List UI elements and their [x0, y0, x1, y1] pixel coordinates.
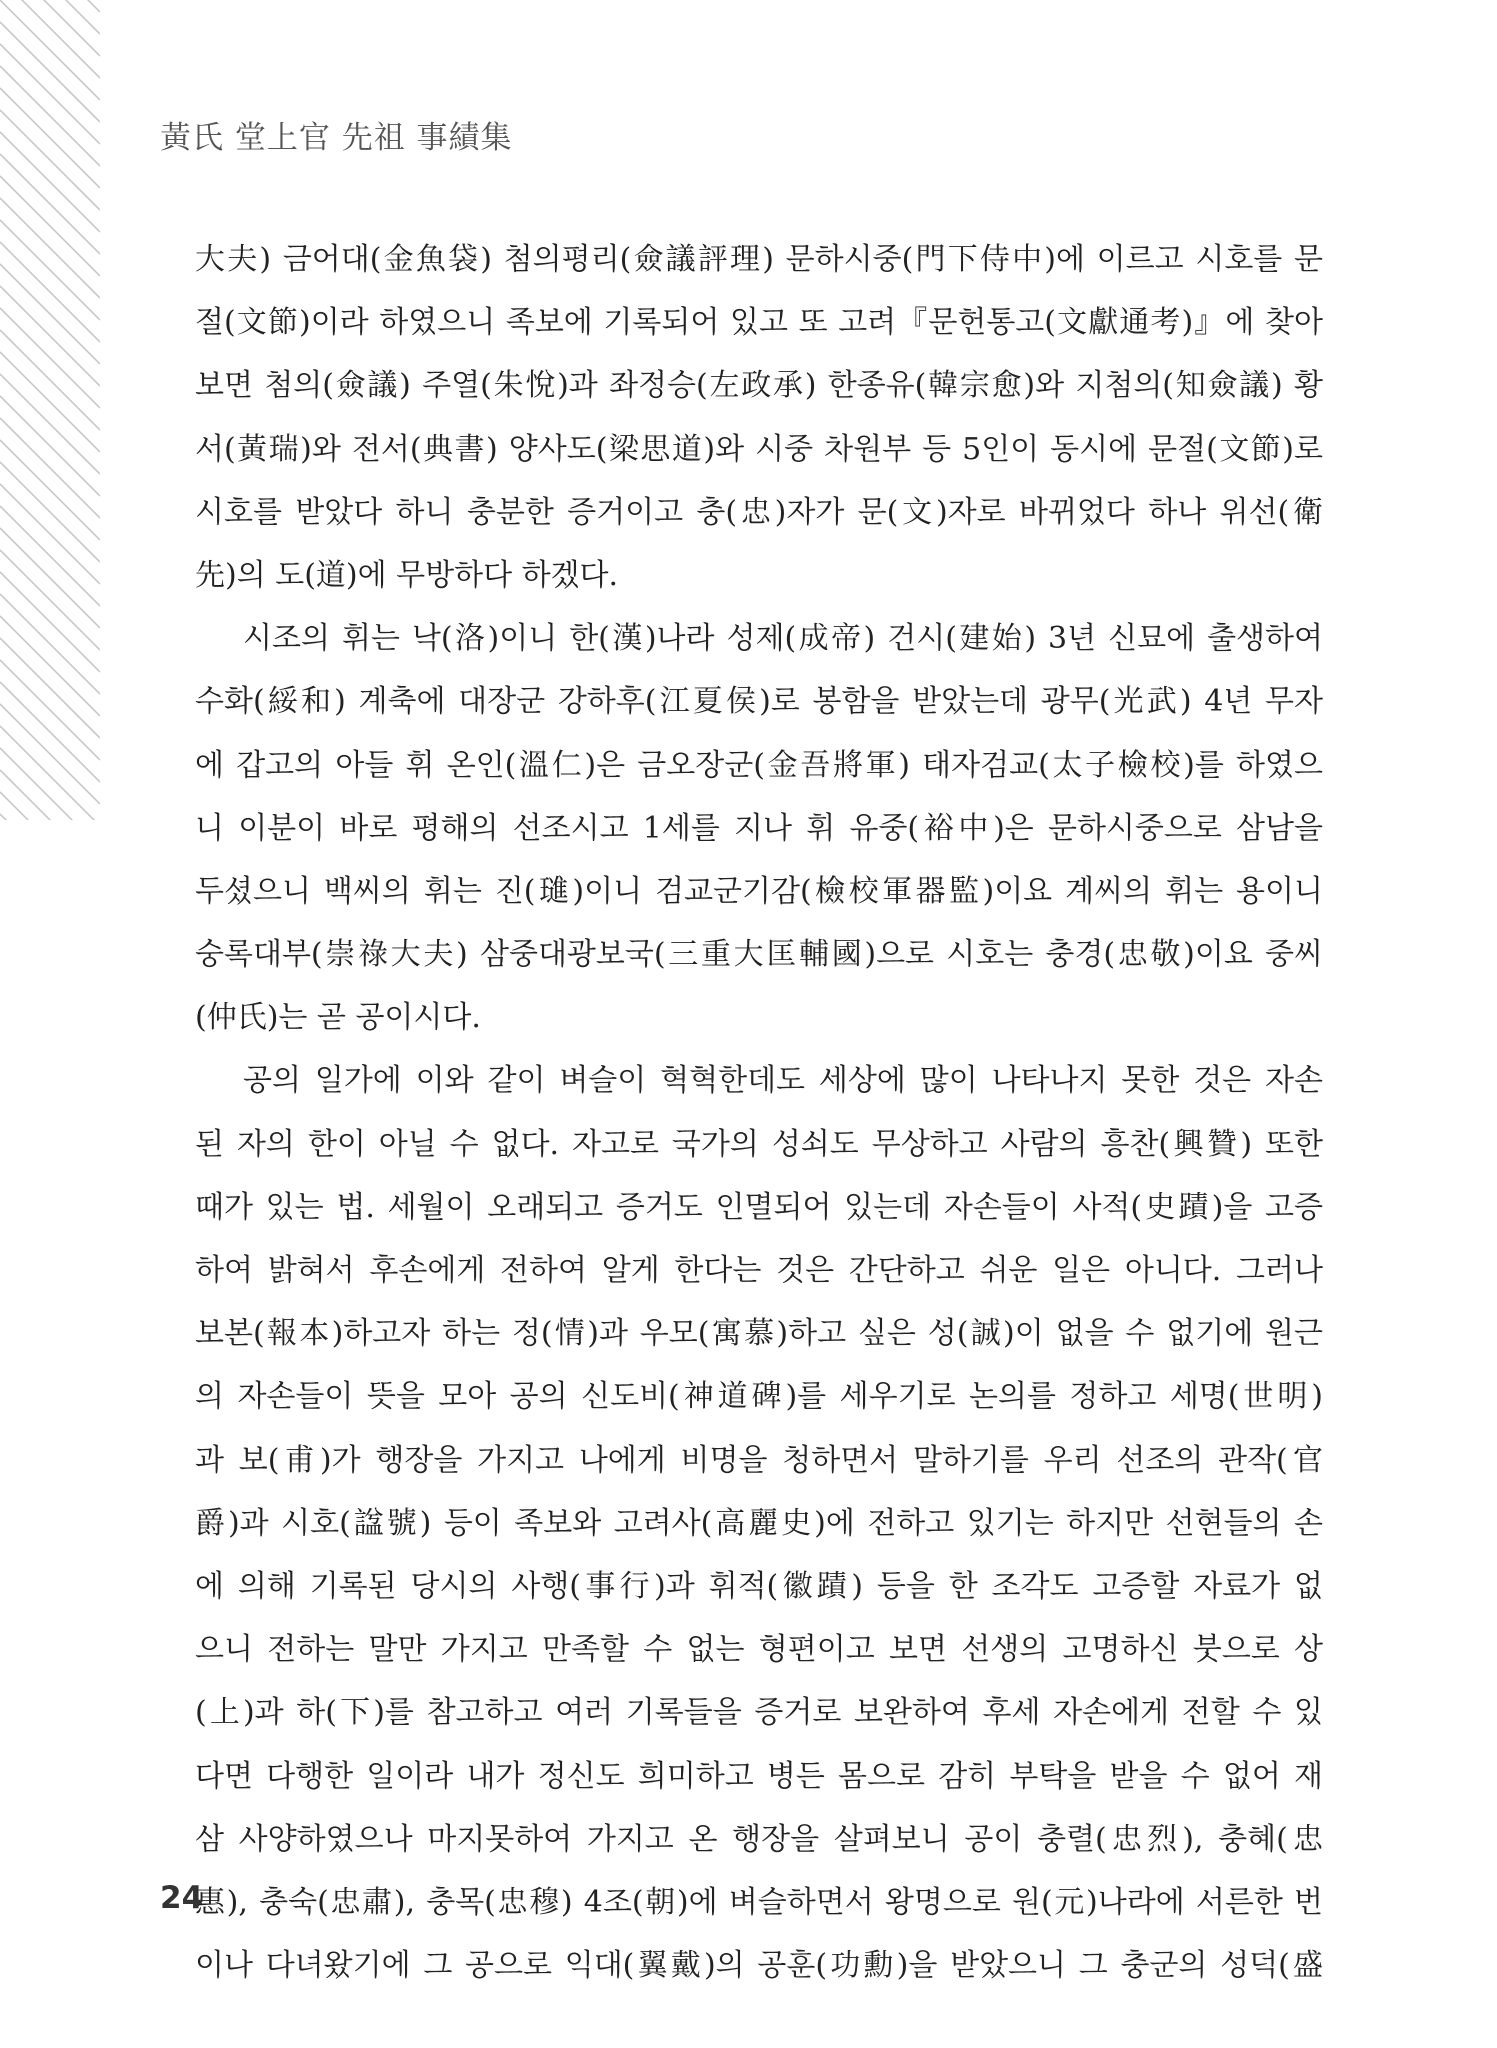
- decorative-stripe: [0, 638, 100, 738]
- decorative-stripe: [0, 682, 100, 782]
- body-text: [195, 228, 1323, 1997]
- text-line: 하여 밝혀서 후손에게 전하여 알게 한다는 것은 간단하고 쉬운 일은 아니다. 그러나: [195, 1253, 1323, 1288]
- decorative-stripe: [0, 286, 100, 386]
- decorative-stripe: [0, 594, 100, 694]
- decorative-stripe: [0, 660, 100, 760]
- text-line: 으니 전하는 말만 가지고 만족할 수 없는 형편이고 보면 선생의 고명하신 붓으로 상: [195, 1632, 1323, 1668]
- decorative-stripe: [0, 484, 100, 584]
- decorative-stripe: [0, 330, 100, 430]
- decorative-stripe: [0, 770, 100, 820]
- decorative-stripe: [0, 418, 100, 518]
- decorative-stripe: [0, 198, 100, 298]
- decorative-stripe: [0, 264, 100, 364]
- decorative-stripe: [0, 110, 100, 210]
- decorative-stripe: [0, 374, 100, 474]
- text-line: 공의 일가에 이와 같이 벼슬이 혁혁한데도 세상에 많이 나타나지 못한 것은 자손: [243, 1063, 1323, 1099]
- text-line: 과 보(甫)가 행장을 가지고 나에게 비명을 청하면서 말하기를 우리 선조의 관작(官: [195, 1442, 1323, 1478]
- text-line: 보면 첨의(僉議) 주열(朱悅)과 좌정승(左政承) 한종유(韓宗愈)와 지첨의(知僉議) 황: [195, 368, 1323, 404]
- decorative-stripe: [0, 132, 100, 232]
- text-line: 이나 다녀왔기에 그 공으로 익대(翼戴)의 공훈(功勳)을 받았으니 그 충군의 성덕(盛: [195, 1948, 1323, 1984]
- decorative-stripe: [0, 704, 100, 804]
- text-line: 서(黃瑞)와 전서(典書) 양사도(梁思道)와 시중 차원부 등 5인이 동시에 문절(文節)로: [195, 431, 1323, 467]
- decorative-stripe: [0, 396, 100, 496]
- decorative-stripe: [0, 220, 100, 320]
- paragraph: [195, 607, 1323, 1049]
- text-line: 惠), 충숙(忠肅), 충목(忠穆) 4조(朝)에 벼슬하면서 왕명으로 원(元)나라에 서른한 번: [195, 1884, 1323, 1920]
- text-line: 시호를 받았다 하니 충분한 증거이고 충(忠)자가 문(文)자로 바뀌었다 하나 위선(衛: [195, 494, 1323, 530]
- page-number: 24: [160, 1880, 204, 1916]
- text-line: 니 이분이 바로 평해의 선조시고 1세를 지나 휘 유중(裕中)은 문하시중으로 삼남을: [195, 810, 1323, 846]
- text-line: 보본(報本)하고자 하는 정(情)과 우모(寓慕)하고 싶은 성(誠)이 없을 수 없기에 원근: [195, 1316, 1323, 1352]
- text-line: 爵)과 시호(諡號) 등이 족보와 고려사(高麗史)에 전하고 있기는 하지만 선현들의 손: [195, 1505, 1323, 1541]
- decorative-stripe: [0, 88, 100, 188]
- text-line: 에 갑고의 아들 휘 온인(溫仁)은 금오장군(金吾將軍) 태자검교(太子檢校)를 하였으: [195, 747, 1323, 783]
- decorative-stripe: [0, 242, 100, 342]
- text-line: 절(文節)이라 하였으니 족보에 기록되어 있고 또 고려『문헌통고(文獻通考)』에 찾아: [195, 305, 1323, 341]
- decorative-stripe: [0, 0, 100, 78]
- decorative-stripe: [0, 462, 100, 562]
- decorative-stripe: [0, 506, 100, 606]
- decorative-stripe: [0, 352, 100, 452]
- text-line: 先)의 도(道)에 무방하다 하겠다.: [195, 557, 619, 593]
- text-line: 다면 다행한 일이라 내가 정신도 희미하고 병든 몸으로 감히 부탁을 받을 수 없어 재: [195, 1758, 1323, 1794]
- text-line: 숭록대부(崇祿大夫) 삼중대광보국(三重大匡輔國)으로 시호는 충경(忠敬)이요 중씨: [195, 937, 1323, 973]
- running-header-title: 黃氏 堂上官 先祖 事績集: [160, 120, 513, 156]
- paragraph: [195, 1049, 1323, 1997]
- decorative-stripe: [0, 44, 100, 144]
- text-line: 때가 있는 법. 세월이 오래되고 증거도 인멸되어 있는데 자손들이 사적(史蹟)을 고증: [195, 1189, 1323, 1225]
- decorative-stripe: [0, 528, 100, 628]
- decorative-stripe: [0, 176, 100, 276]
- text-line: 삼 사양하였으나 마지못하여 가지고 온 행장을 살펴보니 공이 충렬(忠烈), 충혜(忠: [195, 1821, 1323, 1857]
- decorative-stripe: [0, 440, 100, 540]
- text-line: 에 의해 기록된 당시의 사행(事行)과 휘적(徽蹟) 등을 한 조각도 고증할 자료가 없: [195, 1568, 1323, 1604]
- corner-diagonal-stripes: [0, 0, 100, 820]
- text-line: 된 자의 한이 아닐 수 없다. 자고로 국가의 성쇠도 무상하고 사람의 흥찬(興贊) 또한: [195, 1126, 1323, 1162]
- paragraph: [195, 228, 1323, 607]
- decorative-stripe: [0, 572, 100, 672]
- decorative-stripe: [0, 154, 100, 254]
- decorative-stripe: [0, 66, 100, 166]
- text-line: (仲氏)는 곧 공이시다.: [195, 1000, 481, 1036]
- text-line: 수화(綏和) 계축에 대장군 강하후(江夏侯)로 봉함을 받았는데 광무(光武) 4년 무자: [195, 684, 1323, 720]
- decorative-stripe: [0, 0, 100, 100]
- text-line: 大夫) 금어대(金魚袋) 첨의평리(僉議評理) 문하시중(門下侍中)에 이르고 시호를 문: [195, 242, 1323, 277]
- text-line: (上)과 하(下)를 참고하고 여러 기록들을 증거로 보완하여 후세 자손에게 전할 수 있: [195, 1695, 1323, 1731]
- decorative-stripe: [0, 792, 100, 820]
- decorative-stripe: [0, 616, 100, 716]
- decorative-stripe: [0, 550, 100, 650]
- text-line: 시조의 휘는 낙(洛)이니 한(漢)나라 성제(成帝) 건시(建始) 3년 신묘에 출생하여: [243, 621, 1323, 657]
- text-line: 의 자손들이 뜻을 모아 공의 신도비(神道碑)를 세우기로 논의를 정하고 세명(世明): [195, 1379, 1323, 1415]
- decorative-stripe: [0, 308, 100, 408]
- text-line: 두셨으니 백씨의 휘는 진(璡)이니 검교군기감(檢校軍器監)이요 계씨의 휘는 용이니: [195, 873, 1323, 909]
- decorative-stripe: [0, 22, 100, 122]
